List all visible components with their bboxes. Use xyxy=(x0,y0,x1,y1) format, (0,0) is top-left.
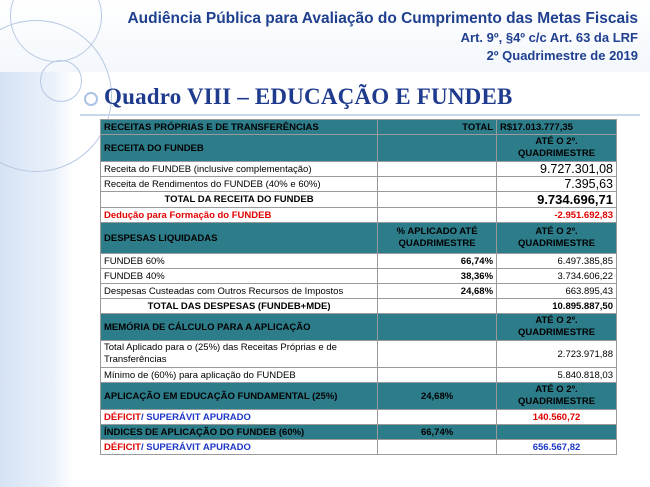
bullet-icon xyxy=(84,92,98,106)
outras-value: 663.895,43 xyxy=(497,284,617,299)
total-aplicado-value: 2.723.971,88 xyxy=(497,341,617,368)
header-line2: Art. 9º, §4º c/c Art. 63 da LRF xyxy=(460,30,638,45)
rec-rend-value: 7.395,63 xyxy=(497,177,617,192)
pct-aplicado-header: % APLICADO ATÉ QUADRIMESTRE xyxy=(378,223,497,254)
receitas-total-value: R$17.013.777,35 xyxy=(497,120,617,135)
table-row xyxy=(101,177,617,192)
table-row xyxy=(101,299,617,314)
receita-fundeb-label: RECEITA DO FUNDEB xyxy=(101,135,378,162)
receitas-label: RECEITAS PRÓPRIAS E DE TRANSFERÊNCIAS xyxy=(101,120,378,135)
fundeb40-value: 3.734.606,22 xyxy=(497,269,617,284)
rec-rend-label: Receita de Rendimentos do FUNDEB (40% e 60%) xyxy=(101,177,378,192)
deducao-value: -2.951.692,83 xyxy=(497,208,617,223)
minimo-label: Mínimo de (60%) para aplicação do FUNDEB xyxy=(101,368,378,383)
table-row xyxy=(101,223,617,254)
fundeb60-label: FUNDEB 60% xyxy=(101,254,378,269)
ate-quadrimestre-header: ATÉ O 2º. QUADRIMESTRE xyxy=(497,223,617,254)
superavit-label: SUPERÁVIT APURADO xyxy=(146,411,251,423)
empty-cell xyxy=(378,314,497,341)
rec-fundeb-label: Receita do FUNDEB (inclusive complementação) xyxy=(101,162,378,177)
empty-cell xyxy=(378,299,497,314)
indices-label: ÍNDICES DE APLICAÇÃO DO FUNDEB (60%) xyxy=(101,425,378,440)
fundeb60-pct: 66,74% xyxy=(378,254,497,269)
title-divider xyxy=(80,114,640,116)
header-line1: Audiência Pública para Avaliação do Cumprimento das Metas Fiscais xyxy=(127,10,638,27)
empty-cell xyxy=(378,135,497,162)
table-row xyxy=(101,314,617,341)
deficit-superavit-label-1 xyxy=(101,410,378,425)
aplic-fund-pct: 24,68% xyxy=(378,383,497,410)
deficit-superavit-label-2 xyxy=(101,440,378,455)
table-row xyxy=(101,120,617,135)
table-row xyxy=(101,135,617,162)
slash: / xyxy=(140,411,144,423)
fundeb-table xyxy=(100,119,617,455)
fundeb40-pct: 38,36% xyxy=(378,269,497,284)
table-row xyxy=(101,162,617,177)
ate-quadrimestre-header: ATÉ O 2º. QUADRIMESTRE xyxy=(497,314,617,341)
ate-quadrimestre-header: ATÉ O 2º. QUADRIMESTRE xyxy=(497,383,617,410)
receitas-total-label: TOTAL xyxy=(378,120,497,135)
indices-pct: 66,74% xyxy=(378,425,497,440)
empty-cell xyxy=(378,341,497,368)
total-receita-value: 9.734.696,71 xyxy=(497,192,617,208)
table-row xyxy=(101,341,617,368)
fundeb60-value: 6.497.385,85 xyxy=(497,254,617,269)
minimo-value: 5.840.818,03 xyxy=(497,368,617,383)
outras-label: Despesas Custeadas com Outros Recursos de Impostos xyxy=(101,284,378,299)
empty-cell xyxy=(378,410,497,425)
rec-fundeb-value: 9.727.301,08 xyxy=(497,162,617,177)
deducao-label: Dedução para Formação do FUNDEB xyxy=(101,208,378,223)
header-line3: 2º Quadrimestre de 2019 xyxy=(486,48,638,63)
superavit-label: SUPERÁVIT APURADO xyxy=(146,441,251,453)
total-despesas-label: TOTAL DAS DESPESAS (FUNDEB+MDE) xyxy=(101,299,378,314)
table-row xyxy=(101,425,617,440)
table-row xyxy=(101,284,617,299)
total-despesas-value: 10.895.887,50 xyxy=(497,299,617,314)
table-row xyxy=(101,269,617,284)
empty-cell xyxy=(378,440,497,455)
deficit1-value: 140.560,72 xyxy=(497,410,617,425)
table-row xyxy=(101,192,617,208)
empty-cell xyxy=(378,368,497,383)
empty-cell xyxy=(378,162,497,177)
slash: / xyxy=(140,441,144,453)
deficit-label: DÉFICIT xyxy=(104,441,141,453)
decorative-circle-small xyxy=(40,60,82,102)
memoria-label: MEMÓRIA DE CÁLCULO PARA A APLICAÇÃO xyxy=(101,314,378,341)
table-row xyxy=(101,368,617,383)
outras-pct: 24,68% xyxy=(378,284,497,299)
empty-cell xyxy=(378,177,497,192)
empty-cell xyxy=(378,208,497,223)
deficit2-value: 656.567,82 xyxy=(497,440,617,455)
table-row xyxy=(101,208,617,223)
aplic-fund-label: APLICAÇÃO EM EDUCAÇÃO FUNDAMENTAL (25%) xyxy=(101,383,378,410)
empty-cell xyxy=(497,425,617,440)
table-row xyxy=(101,410,617,425)
deficit-label: DÉFICIT xyxy=(104,411,141,423)
ate-quadrimestre-header: ATÉ O 2º. QUADRIMESTRE xyxy=(497,135,617,162)
table-row xyxy=(101,440,617,455)
fundeb40-label: FUNDEB 40% xyxy=(101,269,378,284)
total-receita-label: TOTAL DA RECEITA DO FUNDEB xyxy=(101,192,378,208)
despesas-label: DESPESAS LIQUIDADAS xyxy=(101,223,378,254)
total-aplicado-label: Total Aplicado para o (25%) das Receitas Próprias e de Transferências xyxy=(101,341,378,368)
empty-cell xyxy=(378,192,497,208)
table-row xyxy=(101,383,617,410)
page-title: Quadro VIII – EDUCAÇÃO E FUNDEB xyxy=(104,84,513,109)
table-row xyxy=(101,254,617,269)
